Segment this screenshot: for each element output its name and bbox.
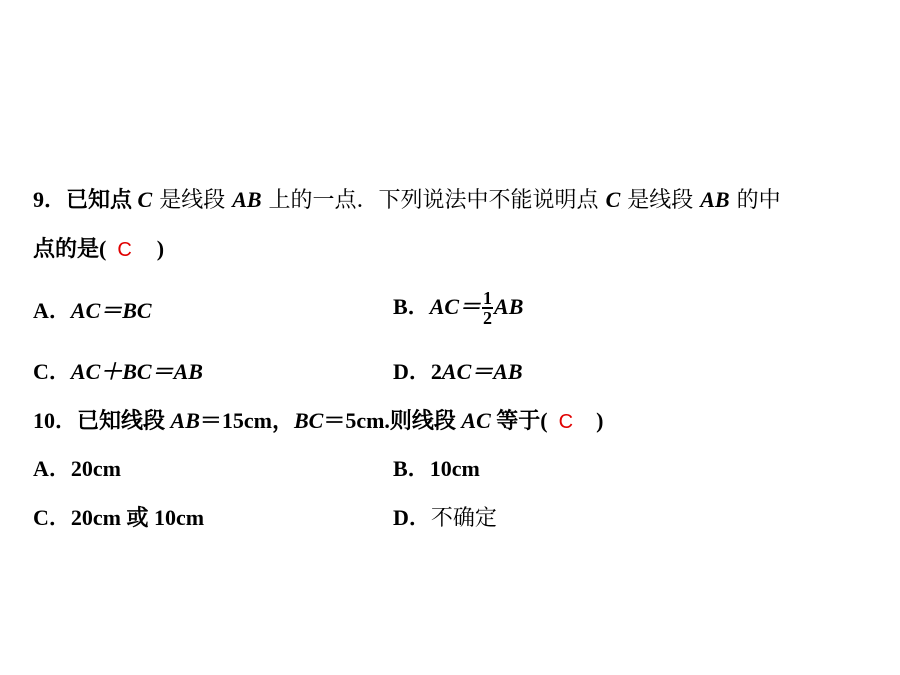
option-text: 不确定: [430, 506, 497, 531]
option-label: B．: [393, 294, 430, 319]
option-label: C．: [33, 359, 71, 384]
q9-text: 上的一点．下列说法中不能说明点: [261, 188, 606, 213]
q9-var-c: C: [605, 187, 621, 212]
q10-stem: [33, 408, 603, 435]
q10-suffix: ): [596, 408, 604, 433]
q9-stem-line1: [33, 187, 781, 214]
option-text: 20cm: [70, 456, 121, 481]
option-text: AC＋BC＝AB: [70, 359, 203, 384]
option-text: AC＝AB: [441, 359, 523, 384]
option-text: AC＝: [429, 294, 482, 319]
q10-option-d: [393, 505, 497, 532]
q10-option-a: [33, 456, 121, 483]
q9-stem-prefix: 点的是(: [33, 236, 107, 261]
q9-text: 9．已知点: [33, 187, 138, 212]
q9-option-d: [393, 359, 523, 386]
option-label: D．: [393, 359, 431, 384]
q9-text: 的中: [729, 188, 781, 213]
option-text: 10cm: [429, 456, 480, 481]
q10-var-bc: BC: [293, 408, 324, 433]
q9-var-ab: AB: [700, 187, 730, 212]
q10-var-ac: AC: [461, 408, 491, 433]
option-label: B．: [393, 456, 430, 481]
q10-answer: C: [558, 411, 574, 433]
q9-stem-suffix: ): [156, 236, 165, 261]
option-label: C．: [33, 505, 71, 530]
q9-var-ab: AB: [232, 187, 262, 212]
q10-text: 10．已知线段: [33, 408, 171, 433]
q9-var-c: C: [137, 187, 153, 212]
option-text: AB: [494, 294, 524, 319]
q9-text: 是线段: [620, 188, 701, 213]
q9-stem-line2: [33, 236, 164, 263]
q10-var-ab: AB: [170, 408, 200, 433]
option-label: A．: [33, 298, 71, 323]
q9-text: 是线段: [152, 188, 233, 213]
fraction-numerator: 1: [483, 288, 493, 308]
option-label: A．: [33, 456, 71, 481]
option-text: 20cm 或 10cm: [70, 505, 205, 530]
option-text: AC＝BC: [70, 298, 152, 323]
q10-text: ＝15cm，: [199, 408, 294, 433]
option-coefficient: 2: [430, 359, 442, 384]
fraction: [482, 289, 493, 327]
option-label: D．: [393, 505, 431, 530]
q9-option-c: [33, 359, 203, 386]
q10-option-b: [393, 456, 480, 483]
q10-text: 等于(: [490, 408, 548, 433]
q9-option-a: [33, 298, 152, 325]
q10-option-c: [33, 505, 204, 532]
q9-option-b: [393, 289, 523, 327]
q10-text: ＝5cm.则线段: [323, 408, 462, 433]
fraction-denominator: 2: [483, 308, 493, 328]
q9-answer: C: [117, 239, 132, 261]
